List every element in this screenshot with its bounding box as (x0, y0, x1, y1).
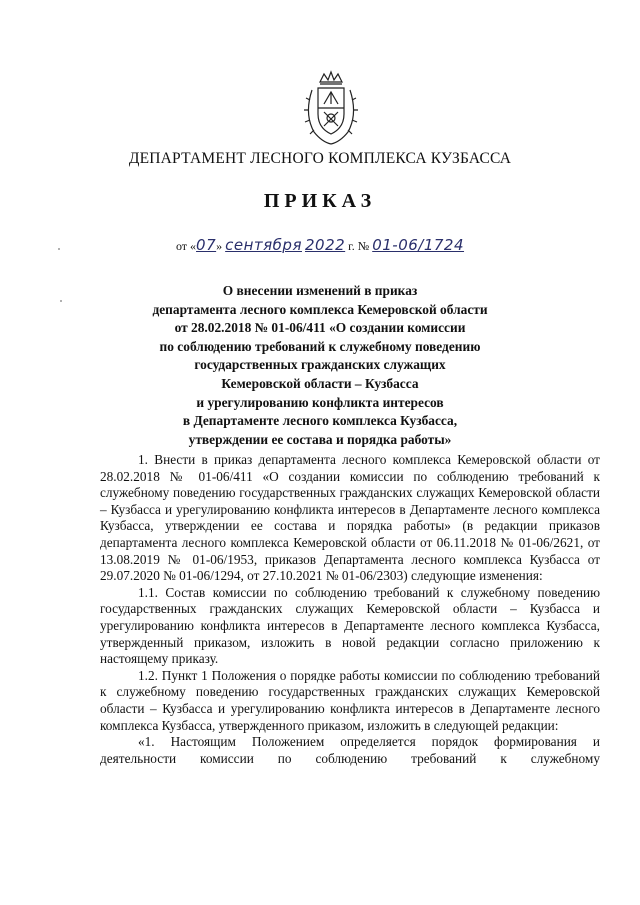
heading-line: в Департаменте лесного комплекса Кузбасса, (182, 413, 458, 429)
order-year-suffix: г. (348, 239, 355, 253)
scan-speck (58, 248, 60, 250)
order-number: 01-06/1724 (372, 236, 465, 254)
order-number-label: № (357, 239, 370, 253)
paragraph-1: 1. Внести в приказ департамента лесного комплекса Кемеровской области от 28.02.2018 № 01-06/411 «О создании комиссии по соблюдению требований к служебному поведению государственных гражданских служащих Кемеровской области – Кузбасса и урегулированию конфликта интересов в Департаменте лесного комплекса Кузбасса, утверждении ее состава и порядка работы» (в редакции приказов департамента лесного комплекса Кемеровской области от 06.11.2018 № 01-06/2621, от 13.08.2019 № 01-06/1953, приказов Департамента лесного комплекса Кузбасса от 29.07.2020 № 01-06/1294, от 27.10.2021 № 01-06/2303) следующие изменения: (100, 452, 600, 584)
order-close-quote: » (216, 239, 223, 253)
heading-line: Кемеровской области – Кузбасса (221, 375, 419, 391)
order-from-label: от « (175, 239, 197, 253)
heading-line: государственных гражданских служащих (194, 357, 446, 373)
document-body (100, 452, 600, 767)
scan-speck (60, 300, 62, 302)
heading-line: О внесении изменений в приказ (222, 283, 418, 298)
paragraph-1-2: 1.2. Пункт 1 Положения о порядке работы комиссии по соблюдению требований к служебному поведению государственных гражданских служащих Кемеровской области – Кузбасса и урегулированию конфликта интересов в Департаменте лесного комплекса Кузбасса, утвержденного приказом, изложить в следующей редакции: (100, 667, 600, 733)
document-title: ПРИКАЗ (263, 190, 377, 212)
department-name: ДЕПАРТАМЕНТ ЛЕСНОГО КОМПЛЕКСА КУЗБАССА (128, 150, 512, 167)
heading-line: и урегулированию конфликта интересов (196, 394, 444, 410)
order-date-number (0, 236, 640, 254)
heading-line: департамента лесного комплекса Кемеровской области (152, 301, 488, 317)
order-month: сентября (225, 236, 302, 254)
paragraph-quote-1: «1. Настоящим Положением определяется порядок формирования и деятельности комиссии по соблюдению требований к служебному (100, 734, 600, 766)
heading-line: утверждении ее состава и порядка работы» (188, 431, 452, 447)
heading-line: по соблюдению требований к служебному поведению (159, 338, 481, 354)
order-year: 2022 (304, 236, 346, 254)
paragraph-1-1: 1.1. Состав комиссии по соблюдению требований к служебному поведению государственных гражданских служащих Кемеровской области – Кузбасса и урегулированию конфликта интересов в Департаменте лесного комплекса Кузбасса, утвержденный приказом, изложить в новой редакции согласно приложению к настоящему приказу. (100, 584, 600, 667)
order-day: 07 (196, 236, 217, 254)
coat-of-arms-icon (300, 70, 362, 148)
heading-line: от 28.02.2018 № 01-06/411 «О создании комиссии (174, 320, 466, 336)
order-subject-heading (90, 282, 550, 449)
